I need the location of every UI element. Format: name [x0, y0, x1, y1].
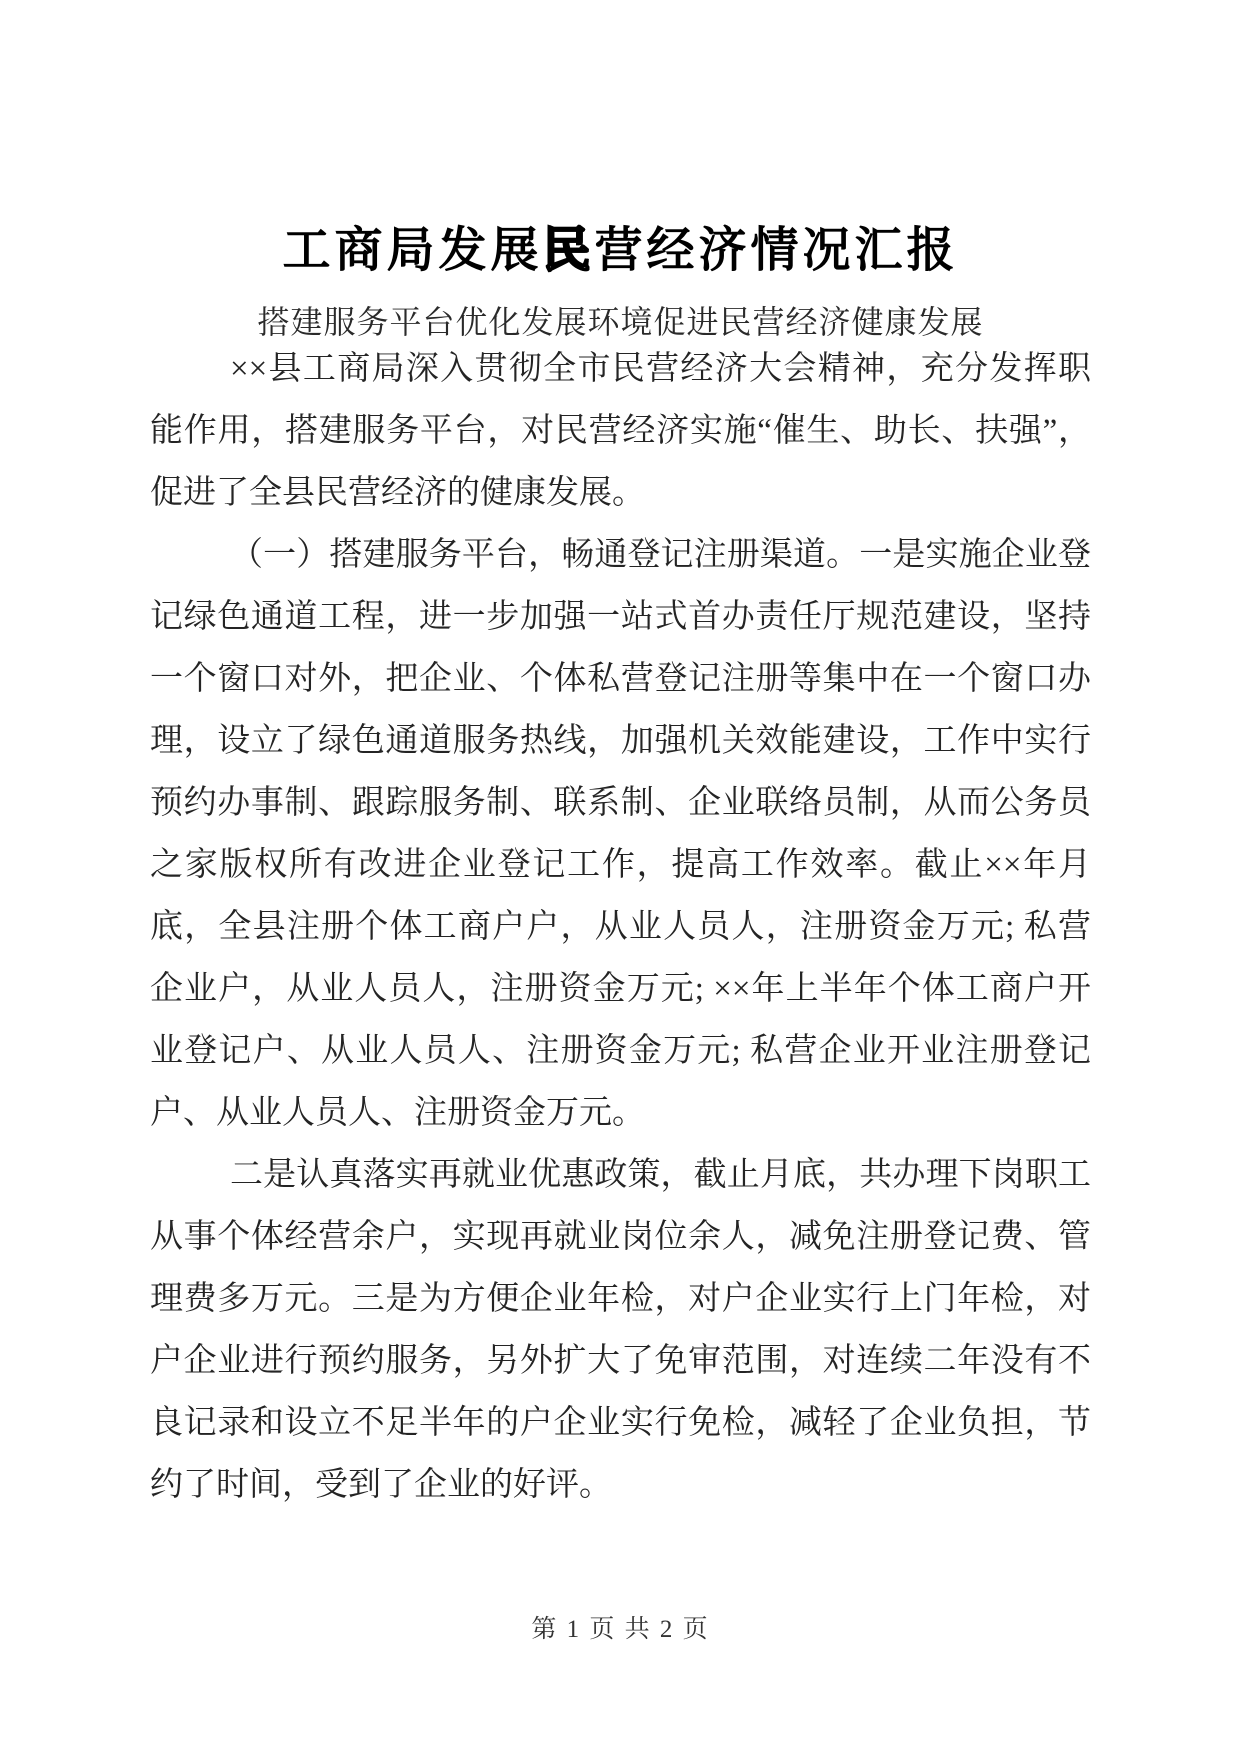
page-number-footer: 第 1 页 共 2 页 [531, 1616, 710, 1643]
page-title-part2: 营经济情况汇报 [594, 224, 959, 278]
body-paragraph-3: 二是认真落实再就业优惠政策，截止月底，共办理下岗职工从事个体经营余户，实现再就业岗位余人，减免注册登记费、管理费多万元。三是为方便企业年检，对户企业实行上门年检，对户企业进行预约服务，另外扩大了免审范围，对连续二年没有不良记录和设立不足半年的户企业实行免检，减轻了企业负担，节约了时间，受到了企业的好评。 [150, 1157, 1091, 1503]
document-body [150, 338, 1091, 1516]
page-subtitle: 搭建服务平台优化发展环境促进民营经济健康发展 [257, 304, 984, 340]
page-title-outlined-char: 民 [542, 224, 595, 278]
page-title [0, 218, 1241, 284]
body-paragraph-1: ××县工商局深入贯彻全市民营经济大会精神，充分发挥职能作用，搭建服务平台，对民营经济实施“催生、助长、扶强”，促进了全县民营经济的健康发展。 [150, 351, 1091, 511]
body-paragraph-2: （一）搭建服务平台，畅通登记注册渠道。一是实施企业登记绿色通道工程，进一步加强一站式首办责任厅规范建设，坚持一个窗口对外，把企业、个体私营登记注册等集中在一个窗口办理，设立了绿色通道服务热线，加强机关效能建设，工作中实行预约办事制、跟踪服务制、联系制、企业联络员制，从而公务员之家版权所有改进企业登记工作，提高工作效率。截止××年月底，全县注册个体工商户户，从业人员人，注册资金万元; 私营企业户，从业人员人，注册资金万元; ××年上半年个体工商户开业登记户、从业人员人、注册资金万元; 私营企业开业注册登记户、从业人员人、注册资金万元。 [150, 537, 1091, 1131]
page-title-part1: 工商局发展 [282, 224, 543, 278]
